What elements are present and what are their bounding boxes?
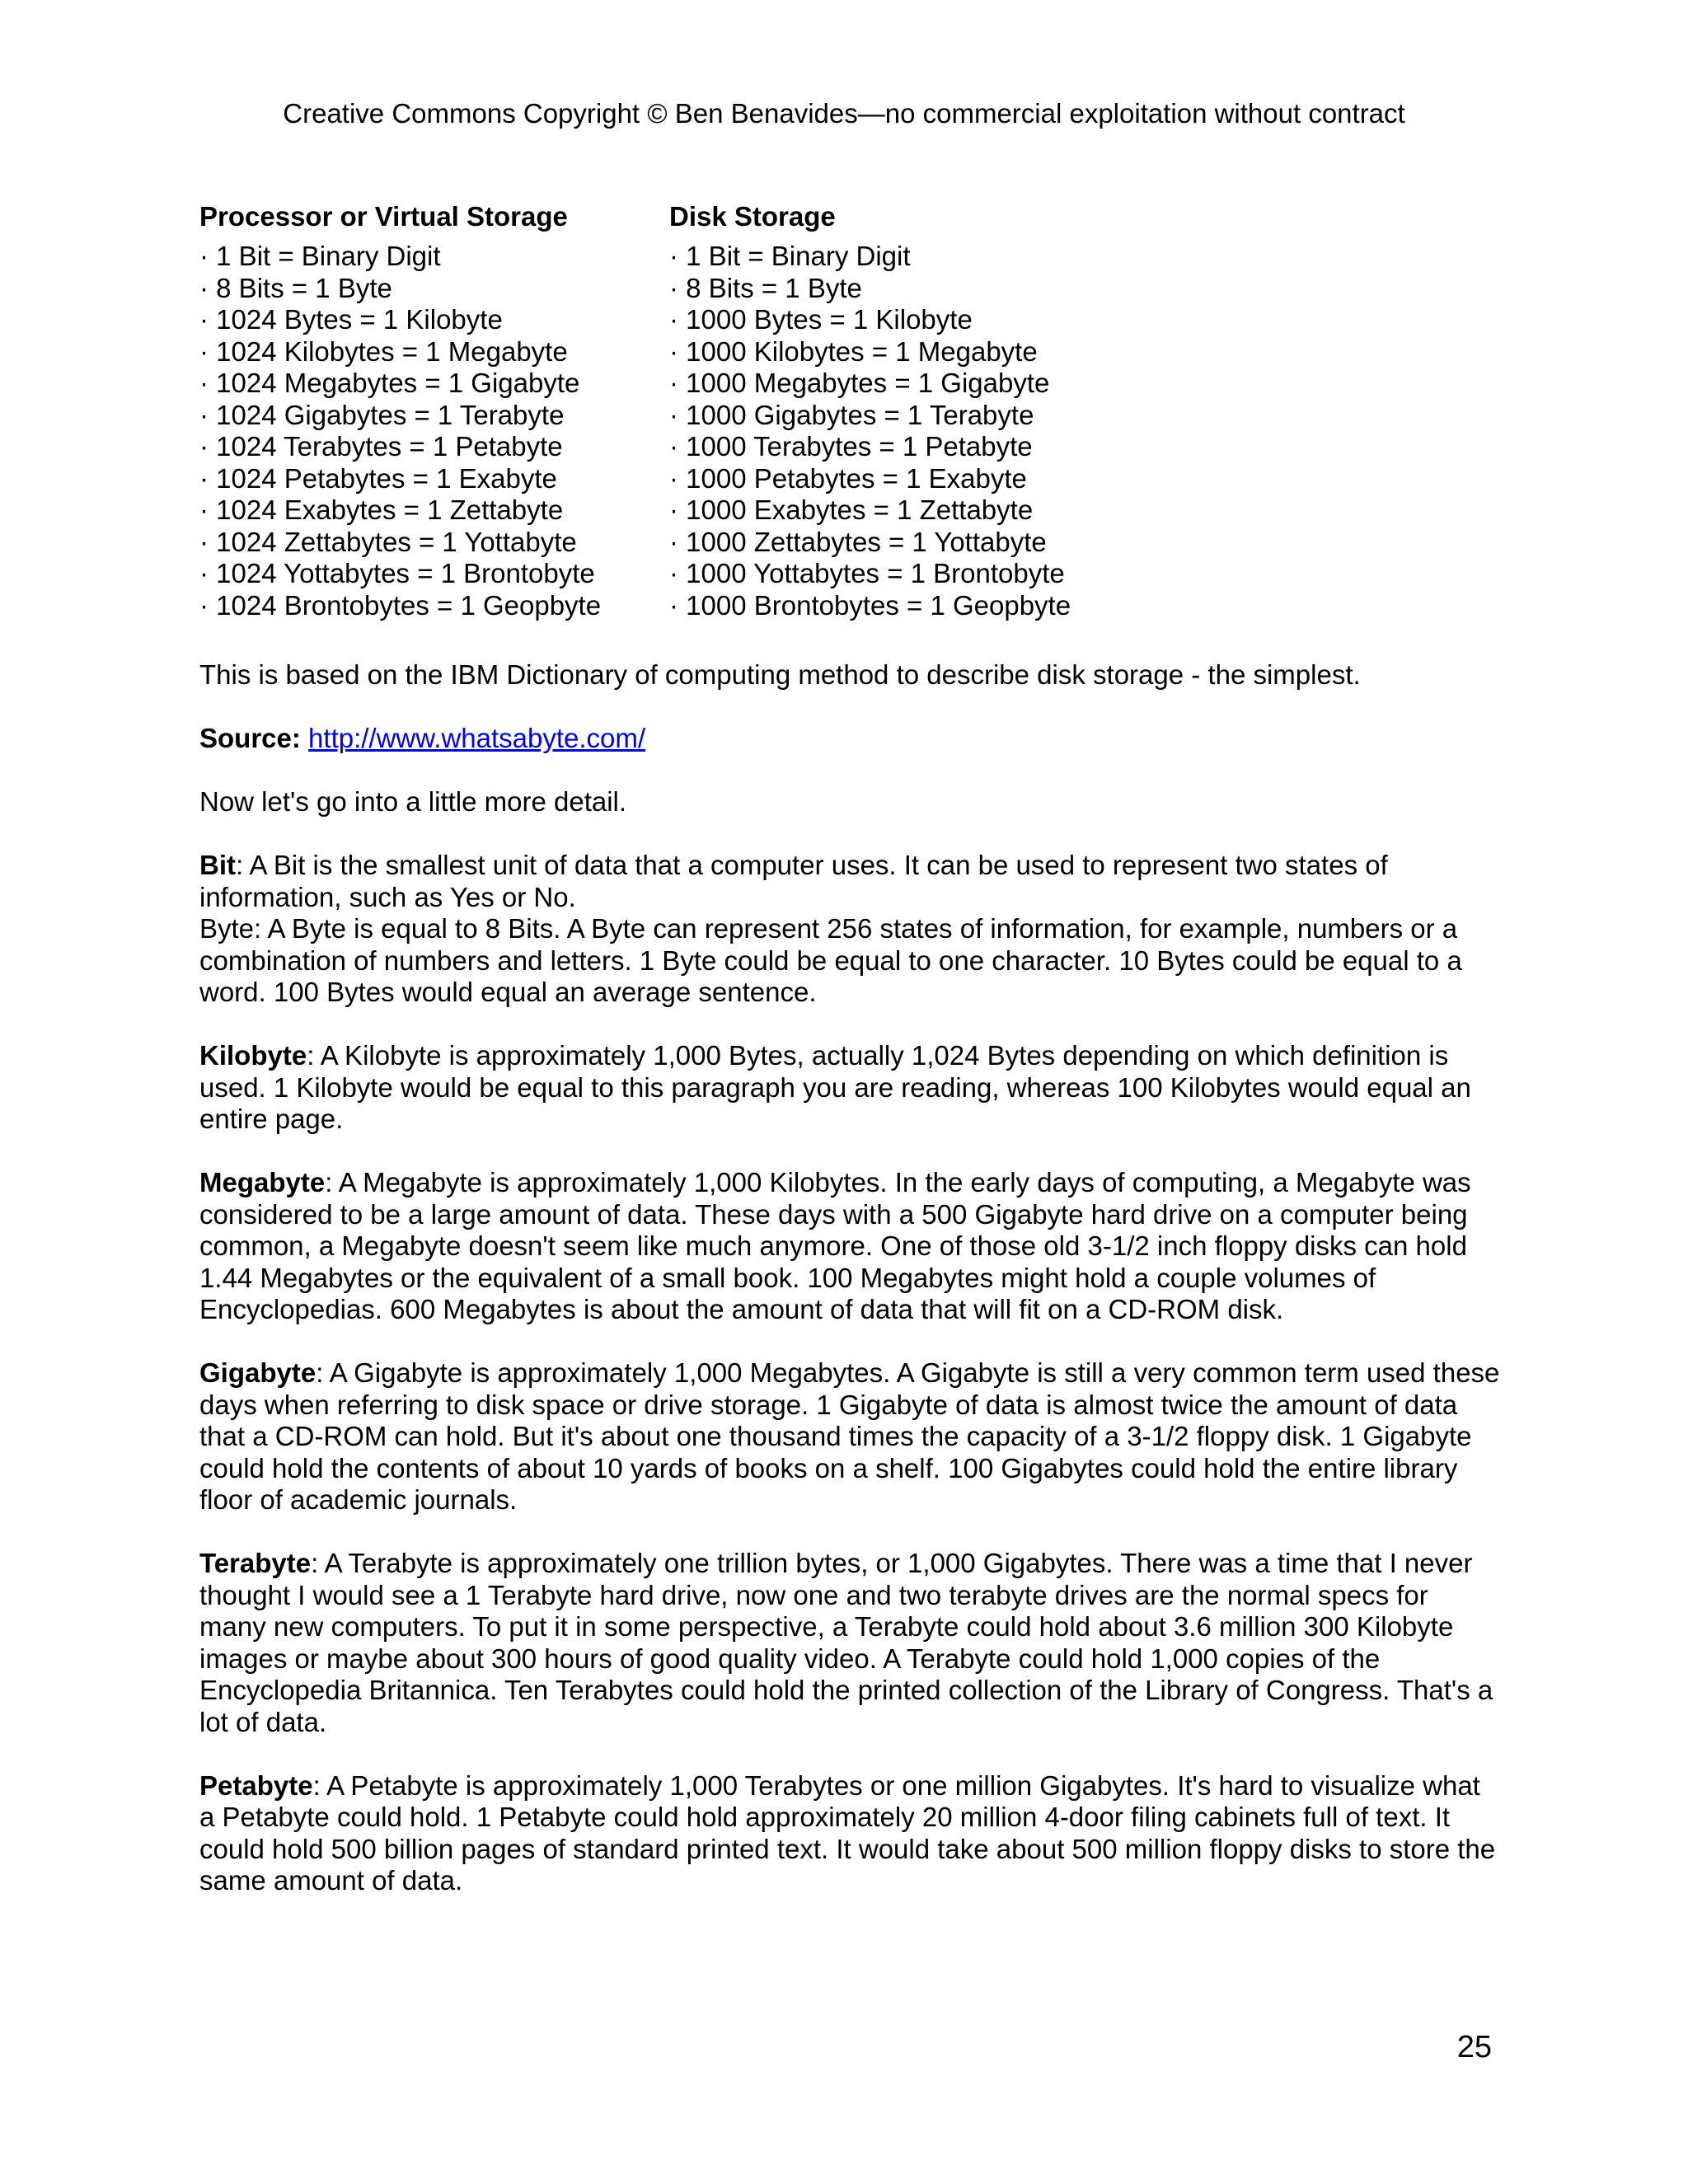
list-item: · 1000 Kilobytes = 1 Megabyte xyxy=(669,335,1038,367)
list-item: · 1 Bit = Binary Digit xyxy=(669,241,911,271)
petabyte-term: Petabyte xyxy=(199,1769,313,1801)
source-label: Source: xyxy=(199,723,301,753)
spacer xyxy=(199,1009,1502,1041)
terabyte-definition xyxy=(199,1548,1502,1738)
list-item: · 1024 Megabytes = 1 Gigabyte xyxy=(199,368,580,398)
processor-storage-heading: Processor or Virtual Storage xyxy=(199,201,568,232)
list-item: · 1000 Terabytes = 1 Petabyte xyxy=(669,431,1033,462)
bit-definition xyxy=(199,850,1502,913)
kilobyte-term: Kilobyte xyxy=(199,1040,307,1071)
source-link[interactable]: http://www.whatsabyte.com/ xyxy=(308,723,646,753)
list-item: · 1000 Petabytes = 1 Exabyte xyxy=(669,462,1027,494)
list-item: · 1024 Brontobytes = 1 Geopbyte xyxy=(199,589,602,621)
list-item: · 1000 Brontobytes = 1 Geopbyte xyxy=(669,589,1071,621)
list-item: · 1000 Zettabytes = 1 Yottabyte xyxy=(669,526,1047,557)
petabyte-definition xyxy=(199,1770,1502,1897)
list-item: · 1000 Gigabytes = 1 Terabyte xyxy=(669,399,1034,430)
copyright-header: Creative Commons Copyright © Ben Benavides—no commercial exploitation without contract xyxy=(283,98,1405,129)
kilobyte-definition xyxy=(199,1040,1502,1136)
list-item: · 1 Bit = Binary Digit xyxy=(199,241,441,271)
bit-text: : A Bit is the smallest unit of data that a computer uses. It can be used to represent two states of information, such as Yes or No. xyxy=(199,850,1388,912)
list-item: · 1024 Kilobytes = 1 Megabyte xyxy=(199,335,568,367)
list-item: · 1024 Bytes = 1 Kilobyte xyxy=(199,304,503,335)
list-item: · 1024 Terabytes = 1 Petabyte xyxy=(199,431,563,462)
list-item: · 1000 Exabytes = 1 Zettabyte xyxy=(669,494,1034,525)
list-item: · 1000 Bytes = 1 Kilobyte xyxy=(669,304,973,335)
list-item: · 1000 Yottabytes = 1 Brontobyte xyxy=(669,558,1065,588)
list-item: · 1024 Gigabytes = 1 Terabyte xyxy=(199,399,565,430)
gigabyte-term: Gigabyte xyxy=(199,1357,316,1388)
disk-storage-heading: Disk Storage xyxy=(669,201,836,232)
storage-comparison xyxy=(199,201,1502,621)
spacer xyxy=(199,1326,1502,1358)
gigabyte-text: : A Gigabyte is approximately 1,000 Megabytes. A Gigabyte is still a very common term used these days when referring to disk space or drive storage. 1 Gigabyte of data is almost twice the amount of data that a CD-ROM can hold. But it's about one thousand times the capacity of a 3-1/2 floppy disk. 1 Gigabyte could hold the contents of about 10 yards of books on a shelf. 100 Gigabytes could hold the entire library floor of academic journals. xyxy=(199,1357,1500,1515)
spacer xyxy=(199,621,1502,659)
spacer xyxy=(199,1738,1502,1770)
list-item: · 1000 Megabytes = 1 Gigabyte xyxy=(669,368,1050,398)
disk-storage-column xyxy=(669,201,1246,621)
list-item: · 1024 Petabytes = 1 Exabyte xyxy=(199,462,557,494)
spacer xyxy=(199,1136,1502,1168)
megabyte-term: Megabyte xyxy=(199,1167,326,1197)
bit-term: Bit xyxy=(199,850,236,880)
list-item: · 8 Bits = 1 Byte xyxy=(199,272,392,303)
megabyte-text: : A Megabyte is approximately 1,000 Kilobytes. In the early days of computing, a Megabyte was considered to be a large amount of data. These days with a 500 Gigabyte hard drive on a computer being common, a Megabyte doesn't seem like much anymore. One of those old 3-1/2 inch floppy disks can hold 1.44 Megabytes or the equivalent of a small book. 100 Megabytes might hold a couple volumes of Encyclopedias. 600 Megabytes is about the amount of data that will fit on a CD-ROM disk. xyxy=(199,1167,1471,1324)
page-content xyxy=(199,201,1502,1897)
terabyte-term: Terabyte xyxy=(199,1548,312,1578)
list-item: · 1024 Zettabytes = 1 Yottabyte xyxy=(199,526,577,557)
processor-storage-column xyxy=(199,201,669,621)
list-item: · 1024 Exabytes = 1 Zettabyte xyxy=(199,494,564,525)
byte-definition: Byte: A Byte is equal to 8 Bits. A Byte can represent 256 states of information, for example, numbers or a combination of numbers and letters. 1 Byte could be equal to one character. 10 Bytes could be equal to a word. 100 Bytes would equal an average sentence. xyxy=(199,913,1462,1007)
list-item: · 1024 Yottabytes = 1 Brontobyte xyxy=(199,558,595,588)
intro-paragraph: This is based on the IBM Dictionary of computing method to describe disk storage - the simplest. xyxy=(199,659,1361,690)
detail-intro-paragraph: Now let's go into a little more detail. xyxy=(199,786,627,817)
spacer xyxy=(199,755,1502,787)
spacer xyxy=(199,691,1502,724)
kilobyte-text: : A Kilobyte is approximately 1,000 Bytes, actually 1,024 Bytes depending on which definition is used. 1 Kilobyte would be equal to this paragraph you are reading, whereas 100 Kilobytes would equal an entire page. xyxy=(199,1040,1471,1134)
petabyte-text: : A Petabyte is approximately 1,000 Terabytes or one million Gigabytes. It's hard to visualize what a Petabyte could hold. 1 Petabyte could hold approximately 20 million 4-door filing cabinets full of text. It could hold 500 billion pages of standard printed text. It would take about 500 million floppy disks to store the same amount of data. xyxy=(199,1769,1496,1896)
gigabyte-definition xyxy=(199,1357,1502,1516)
spacer xyxy=(199,818,1502,851)
megabyte-definition xyxy=(199,1167,1502,1326)
spacer xyxy=(199,1516,1502,1549)
page-number: 25 xyxy=(1456,2030,1492,2064)
terabyte-text: : A Terabyte is approximately one trillion bytes, or 1,000 Gigabytes. There was a time that I never thought I would see a 1 Terabyte hard drive, now one and two terabyte drives are the normal specs for many new computers. To put it in some perspective, a Terabyte could hold about 3.6 million 300 Kilobyte images or maybe about 300 hours of good quality video. A Terabyte could hold 1,000 copies of the Encyclopedia Britannica. Ten Terabytes could hold the printed collection of the Library of Congress. That's a lot of data. xyxy=(199,1548,1493,1737)
list-item: · 8 Bits = 1 Byte xyxy=(669,272,862,303)
source-line xyxy=(199,723,1502,755)
